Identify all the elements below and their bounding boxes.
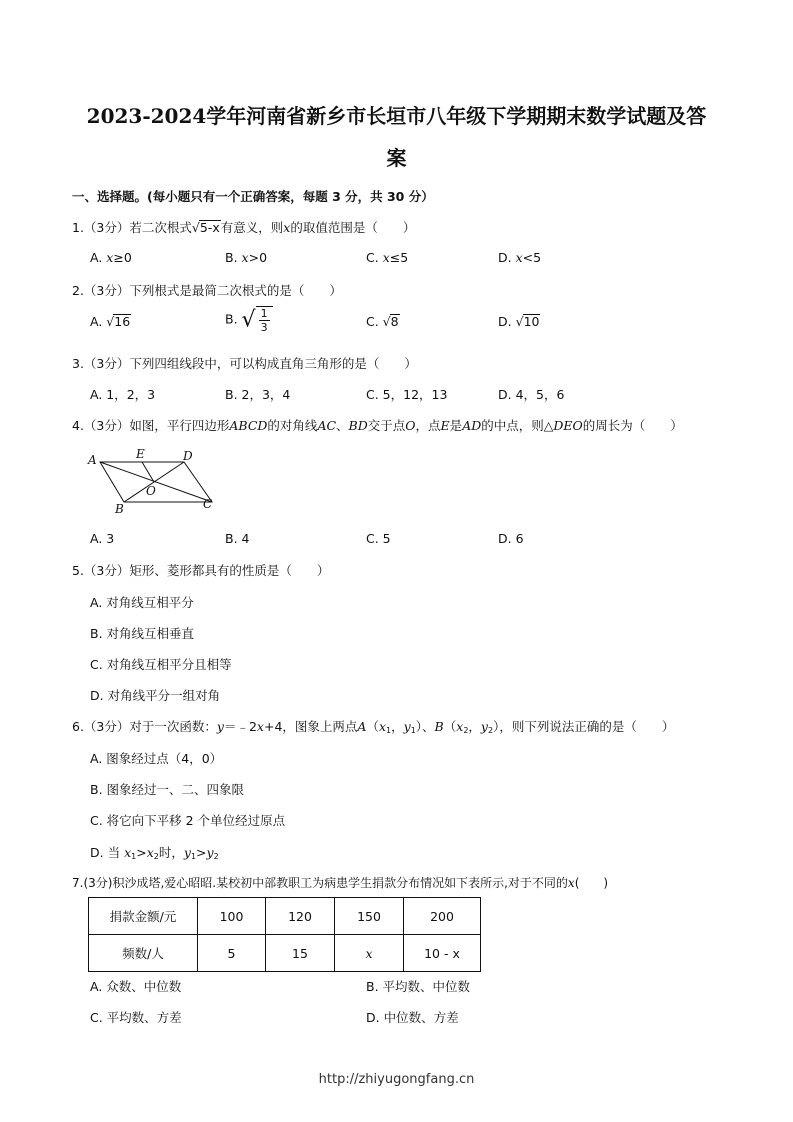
table-cell: x — [335, 935, 404, 972]
q1-option-b: B. x>0 — [225, 250, 268, 265]
q6-option-c: C. 将它向下平移 2 个单位经过原点 — [90, 813, 286, 828]
q3-option-c: C. 5，12，13 — [366, 387, 448, 402]
table-cell: 15 — [266, 935, 335, 972]
q5-option-b: B. 对角线互相垂直 — [90, 626, 195, 641]
donation-table — [88, 897, 481, 972]
table-cell: 100 — [198, 898, 266, 935]
table-header-cell: 频数/人 — [89, 935, 198, 972]
label-o: O — [146, 484, 156, 498]
table-row — [89, 898, 481, 935]
q4-option-c: C. 5 — [366, 531, 391, 546]
sqrt-symbol: √ — [191, 220, 200, 235]
table-cell: 150 — [335, 898, 404, 935]
q7-option-b: B. 平均数、中位数 — [366, 979, 471, 994]
q3-option-a: A. 1，2，3 — [90, 387, 156, 402]
table-cell: 200 — [404, 898, 481, 935]
radicand: 5-x — [199, 220, 220, 235]
q4-option-b: B. 4 — [225, 531, 250, 546]
q2-option-c: C. √8 — [366, 314, 399, 329]
q1-option-d: D. x<5 — [498, 250, 542, 265]
table-cell: 120 — [266, 898, 335, 935]
diagonal-ac — [100, 462, 212, 502]
q1-option-c: C. x≤5 — [366, 250, 409, 265]
q7-option-a: A. 众数、中位数 — [90, 979, 182, 994]
question-6-stem: 6.（3分）对于一次函数：y＝﹣2x+4，图象上两点$A(x_1$，$y_1$）、$B(x_2$，$y_2$），则下列说法正确的是（ ） — [72, 719, 675, 735]
table-row — [89, 935, 481, 972]
q3-option-b: B. 2，3，4 — [225, 387, 291, 402]
label-a: A — [88, 453, 97, 467]
parallelogram-figure — [86, 446, 226, 518]
table-header-cell: 捐款金额/元 — [89, 898, 198, 935]
page-title: 2023-2024学年河南省新乡市长垣市八年级下学期期末数学试题及答 — [86, 104, 707, 128]
q4-option-a: A. 3 — [90, 531, 115, 546]
table-cell: 10 - x — [404, 935, 481, 972]
question-2-stem: 2.（3分）下列根式是最简二次根式的是（ ） — [72, 283, 342, 298]
question-5-stem: 5.（3分）矩形、菱形都具有的性质是（ ） — [72, 563, 330, 578]
q1-option-a: A. x≥0 — [90, 250, 132, 265]
label-e: E — [136, 447, 145, 461]
q2-option-b: B. √ $\frac{1}{3}$ — [225, 306, 273, 334]
footer-url[interactable]: http://zhiyugongfang.cn — [318, 1072, 475, 1087]
q7-option-d: D. 中位数、方差 — [366, 1010, 459, 1025]
section-heading: 一、选择题。(每小题只有一个正确答案，每题 3 分，共 30 分） — [72, 189, 434, 204]
label-c: C — [203, 497, 213, 511]
page-title-continued: 案 — [386, 146, 407, 170]
table-cell: 5 — [198, 935, 266, 972]
q7-option-c: C. 平均数、方差 — [90, 1010, 182, 1025]
label-b: B — [115, 502, 124, 516]
q6-option-a: A. 图象经过点（4，0） — [90, 751, 223, 766]
fraction: $\frac{1}{3}$ — [256, 306, 273, 334]
q5-option-a: A. 对角线互相平分 — [90, 595, 194, 610]
q4-option-d: D. 6 — [498, 531, 524, 546]
q2-option-a: A. √16 — [90, 314, 131, 329]
q5-option-d: D. 对角线平分一组对角 — [90, 688, 221, 703]
q3-option-d: D. 4，5，6 — [498, 387, 565, 402]
q2-option-d: D. √10 — [498, 314, 540, 329]
question-4-stem: 4.（3分）如图，平行四边形ABCD的对角线AC、BD交于点O，点E是AD的中点，则△DEO的周长为（ ） — [72, 418, 683, 433]
q6-option-d: D. 当 $x_1>x_2$时，$y_1>y_2$ — [90, 845, 219, 861]
question-3-stem: 3.（3分）下列四组线段中，可以构成直角三角形的是（ ） — [72, 356, 417, 371]
question-1-stem: 1.（3分）若二次根式√5-x有意义，则x的取值范围是（ ） — [72, 220, 416, 235]
q6-option-b: B. 图象经过一、二、四象限 — [90, 782, 245, 797]
label-d: D — [183, 449, 193, 463]
q5-option-c: C. 对角线互相平分且相等 — [90, 657, 232, 672]
question-7-stem: 7.(3分)积沙成塔,爱心昭昭.某校初中部教职工为病患学生捐款分布情况如下表所示,对于不同的x( ) — [72, 876, 609, 890]
